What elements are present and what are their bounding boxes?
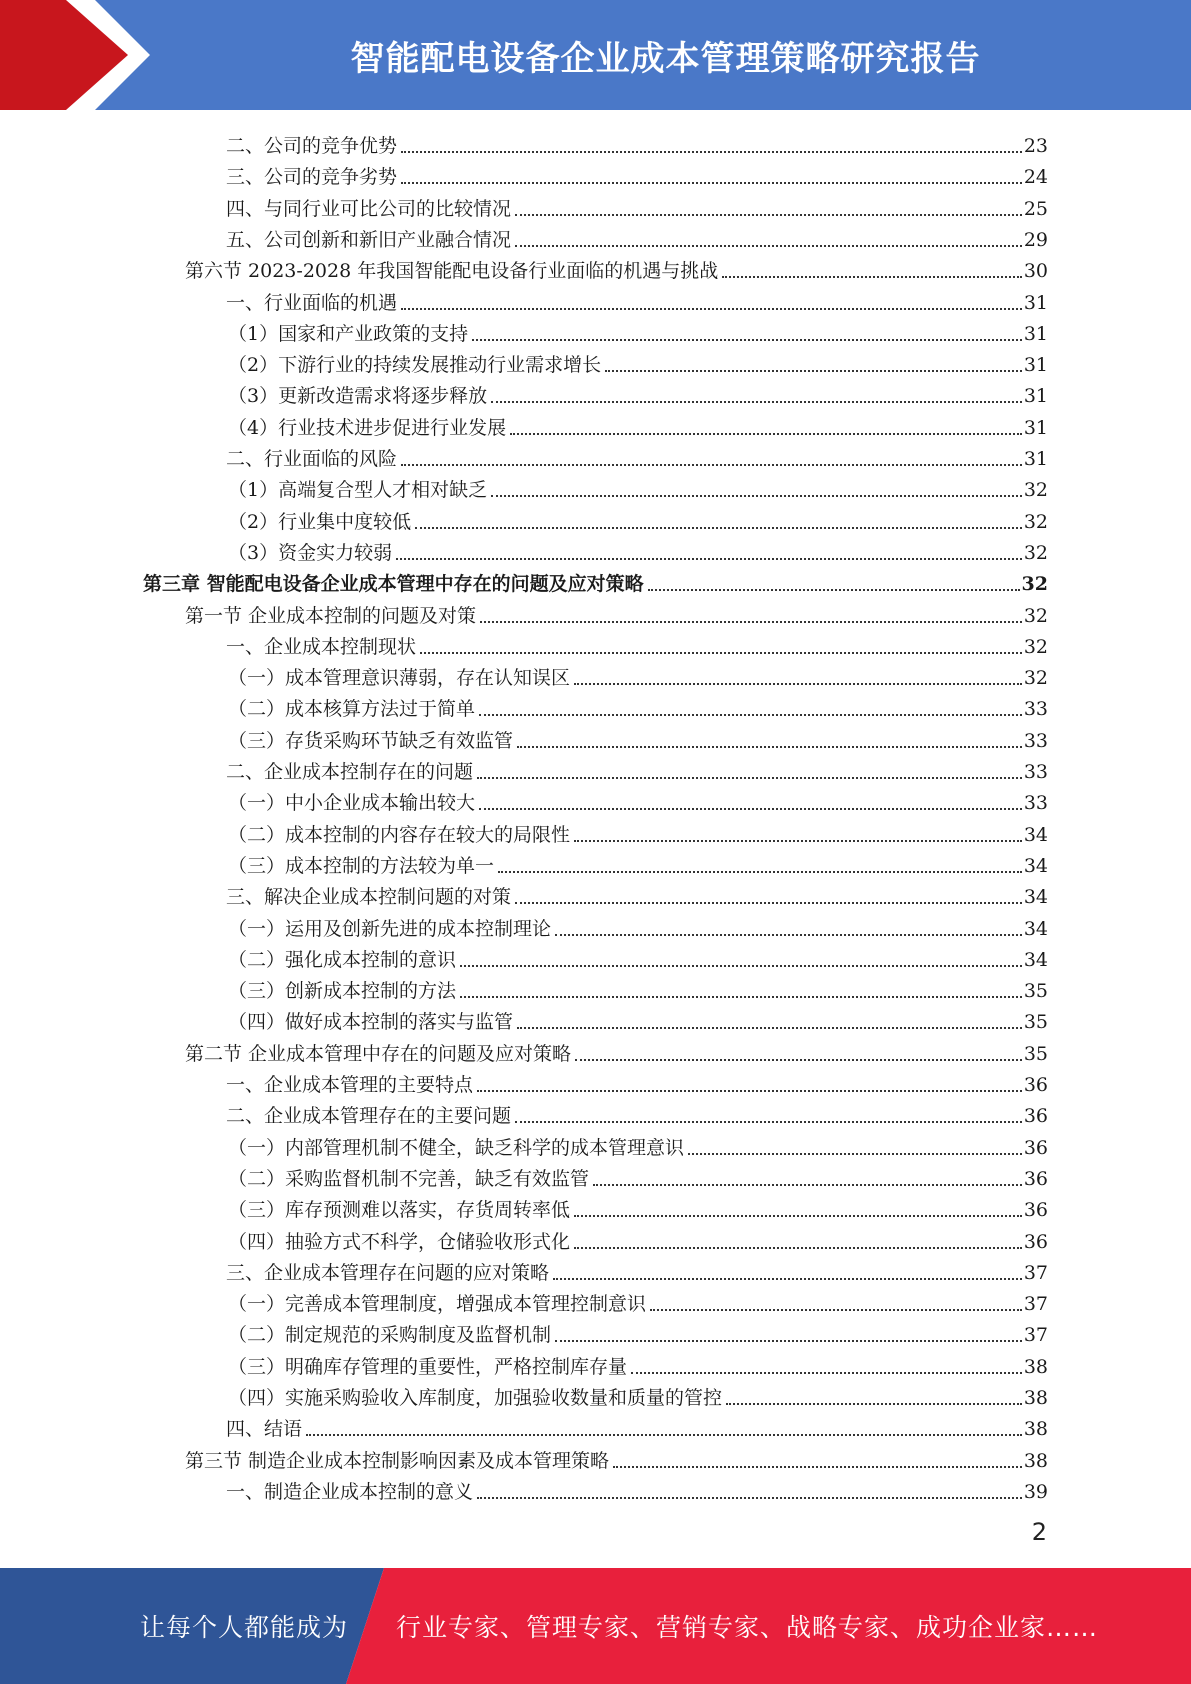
footer-slogan-right: 行业专家、管理专家、营销专家、战略专家、成功企业家…… xyxy=(396,1613,1099,1642)
toc-entry-label: （2）行业集中度较低 xyxy=(228,510,412,533)
toc-entry-page: 38 xyxy=(1023,1449,1048,1472)
toc-entry-label: （3）资金实力较弱 xyxy=(228,541,393,564)
toc-entry-page: 31 xyxy=(1023,354,1048,377)
toc-entry-page: 39 xyxy=(1023,1480,1048,1503)
page-number: 2 xyxy=(1031,1518,1047,1546)
toc-entry[interactable] xyxy=(228,1316,1048,1347)
toc-leader-dots xyxy=(460,995,1022,998)
toc-entry-page: 32 xyxy=(1023,667,1048,690)
toc-entry-page: 30 xyxy=(1023,260,1048,283)
toc-entry-page: 36 xyxy=(1023,1167,1048,1190)
toc-entry-page: 37 xyxy=(1023,1293,1048,1316)
toc-leader-dots xyxy=(491,400,1022,403)
toc-entry-label: 二、企业成本管理存在的主要问题 xyxy=(226,1105,512,1128)
toc-entry[interactable] xyxy=(228,816,1048,847)
toc-entry[interactable] xyxy=(226,1097,1048,1128)
toc-entry-label: 第一节 企业成本控制的问题及对策 xyxy=(185,604,477,627)
toc-entry[interactable] xyxy=(228,722,1048,753)
toc-entry[interactable] xyxy=(226,1066,1048,1097)
toc-entry[interactable] xyxy=(228,690,1048,721)
toc-entry-label: 第二节 企业成本管理中存在的问题及应对策略 xyxy=(185,1042,572,1065)
toc-entry[interactable] xyxy=(228,1129,1048,1160)
toc-leader-dots xyxy=(415,526,1022,529)
toc-entry[interactable] xyxy=(228,409,1048,440)
toc-entry[interactable] xyxy=(226,284,1048,315)
toc-entry[interactable] xyxy=(228,1160,1048,1191)
toc-entry-label: （一）成本管理意识薄弱，存在认知误区 xyxy=(228,667,571,690)
toc-leader-dots xyxy=(491,494,1022,497)
toc-entry-page: 35 xyxy=(1023,1042,1048,1065)
toc-entry-page: 31 xyxy=(1023,322,1048,345)
toc-leader-dots xyxy=(477,1496,1022,1499)
toc-entry-page: 32 xyxy=(1023,479,1048,502)
toc-entry-label: （一）中小企业成本输出较大 xyxy=(228,792,476,815)
toc-entry-page: 36 xyxy=(1023,1199,1048,1222)
toc-entry-label: （1）高端复合型人才相对缺乏 xyxy=(228,479,488,502)
toc-entry-page: 32 xyxy=(1021,573,1048,596)
toc-entry-page: 36 xyxy=(1023,1136,1048,1159)
toc-entry-page: 38 xyxy=(1023,1355,1048,1378)
toc-entry-page: 33 xyxy=(1023,792,1048,815)
toc-leader-dots xyxy=(517,1026,1022,1029)
toc-entry[interactable] xyxy=(228,784,1048,815)
toc-entry[interactable] xyxy=(226,878,1048,909)
toc-entry-label: （一）完善成本管理制度，增强成本管理控制意识 xyxy=(228,1293,647,1316)
toc-entry[interactable] xyxy=(226,1410,1048,1441)
toc-entry[interactable] xyxy=(185,1035,1048,1066)
toc-leader-dots xyxy=(510,432,1022,435)
toc-entry-label: 一、行业面临的机遇 xyxy=(226,291,398,314)
toc-leader-dots xyxy=(477,776,1022,779)
toc-entry-label: （二）采购监督机制不完善，缺乏有效监管 xyxy=(228,1167,590,1190)
toc-entry-page: 32 xyxy=(1023,541,1048,564)
toc-leader-dots xyxy=(553,1277,1022,1280)
toc-entry[interactable] xyxy=(228,534,1048,565)
toc-entry[interactable] xyxy=(226,190,1048,221)
toc-leader-dots xyxy=(605,369,1022,372)
toc-entry[interactable] xyxy=(228,847,1048,878)
toc-entry-label: （二）成本核算方法过于简单 xyxy=(228,698,476,721)
toc-leader-dots xyxy=(460,964,1022,967)
toc-entry[interactable] xyxy=(228,659,1048,690)
toc-entry-label: （三）库存预测难以落实，存货周转率低 xyxy=(228,1199,571,1222)
toc-entry-label: 二、企业成本控制存在的问题 xyxy=(226,761,474,783)
toc-entry-label: （四）实施采购验收入库制度，加强验收数量和质量的管控 xyxy=(228,1387,723,1409)
toc-entry[interactable] xyxy=(228,1191,1048,1222)
toc-entry[interactable] xyxy=(228,910,1048,941)
toc-entry[interactable] xyxy=(228,1285,1048,1316)
toc-entry-page: 31 xyxy=(1023,291,1048,314)
toc-entry-label: （2）下游行业的持续发展推动行业需求增长 xyxy=(228,354,602,377)
footer-slogan-left: 让每个人都能成为 xyxy=(140,1613,349,1642)
toc-entry-label: 二、行业面临的风险 xyxy=(226,448,398,470)
toc-leader-dots xyxy=(479,713,1022,716)
toc-leader-dots xyxy=(515,213,1022,216)
toc-leader-dots xyxy=(515,244,1022,247)
toc-entry[interactable] xyxy=(185,1442,1048,1473)
toc-entry-page: 29 xyxy=(1023,228,1048,251)
toc-leader-dots xyxy=(648,588,1020,591)
toc-leader-dots xyxy=(401,463,1022,466)
toc-leader-dots xyxy=(574,839,1022,842)
toc-entry-page: 24 xyxy=(1023,166,1048,189)
toc-entry-label: （1）国家和产业政策的支持 xyxy=(228,322,469,345)
toc-entry-page: 35 xyxy=(1023,980,1048,1003)
toc-entry-page: 34 xyxy=(1023,948,1048,971)
toc-leader-dots xyxy=(726,1402,1022,1405)
toc-entry-label: 一、制造企业成本控制的意义 xyxy=(226,1480,474,1503)
toc-leader-dots xyxy=(396,557,1022,560)
toc-entry-page: 34 xyxy=(1023,823,1048,846)
toc-entry[interactable] xyxy=(228,1379,1048,1410)
toc-leader-dots xyxy=(515,901,1022,904)
toc-entry-label: （三）存货采购环节缺乏有效监管 xyxy=(228,729,514,752)
toc-entry-page: 31 xyxy=(1023,385,1048,408)
toc-entry[interactable] xyxy=(228,346,1048,377)
toc-entry-label: 三、公司的竞争劣势 xyxy=(226,166,398,189)
toc-leader-dots xyxy=(515,1120,1022,1123)
toc-entry-page: 33 xyxy=(1023,698,1048,721)
toc-entry-page: 34 xyxy=(1023,886,1048,909)
toc-leader-dots xyxy=(401,150,1022,153)
toc-entry-page: 32 xyxy=(1023,510,1048,533)
toc-entry-page: 32 xyxy=(1023,604,1048,627)
toc-entry[interactable] xyxy=(226,1254,1048,1285)
toc-entry-page: 31 xyxy=(1023,416,1048,439)
toc-entry[interactable] xyxy=(226,753,1048,784)
report-title: 智能配电设备企业成本管理策略研究报告 xyxy=(350,38,981,79)
toc-entry[interactable] xyxy=(226,440,1048,471)
toc-entry[interactable] xyxy=(226,127,1048,158)
toc-leader-dots xyxy=(722,275,1022,278)
toc-entry-label: （三）成本控制的方法较为单一 xyxy=(228,854,495,877)
page-header xyxy=(0,0,1191,110)
toc-leader-dots xyxy=(688,1152,1022,1155)
toc-entry-label: （二）强化成本控制的意识 xyxy=(228,948,457,971)
toc-entry-page: 36 xyxy=(1023,1074,1048,1096)
toc-leader-dots xyxy=(574,1214,1022,1217)
toc-entry[interactable] xyxy=(228,315,1048,346)
toc-entry-label: 四、与同行业可比公司的比较情况 xyxy=(226,197,512,220)
toc-entry-page: 37 xyxy=(1023,1261,1048,1284)
toc-leader-dots xyxy=(555,1339,1022,1342)
toc-leader-dots xyxy=(517,745,1022,748)
toc-leader-dots xyxy=(593,1183,1022,1186)
toc-entry-page: 36 xyxy=(1023,1105,1048,1128)
toc-entry[interactable] xyxy=(228,471,1048,502)
toc-entry-label: （3）更新改造需求将逐步释放 xyxy=(228,385,488,408)
toc-entry[interactable] xyxy=(228,1348,1048,1379)
toc-entry[interactable] xyxy=(226,1473,1048,1504)
toc-entry[interactable] xyxy=(226,221,1048,252)
toc-entry-page: 33 xyxy=(1023,761,1048,783)
toc-leader-dots xyxy=(479,807,1022,810)
toc-entry[interactable] xyxy=(226,158,1048,189)
toc-entry[interactable] xyxy=(228,1003,1048,1034)
toc-leader-dots xyxy=(498,870,1022,873)
red-chevron-icon xyxy=(0,0,160,110)
toc-leader-dots xyxy=(477,1089,1022,1092)
toc-leader-dots xyxy=(631,1371,1022,1374)
toc-entry-page: 38 xyxy=(1023,1418,1048,1441)
toc-entry-page: 32 xyxy=(1023,635,1048,658)
toc-leader-dots xyxy=(555,933,1022,936)
toc-entry[interactable] xyxy=(228,377,1048,408)
toc-entry-label: （4）行业技术进步促进行业发展 xyxy=(228,416,507,439)
toc-entry[interactable] xyxy=(185,597,1048,628)
toc-entry-label: 三、企业成本管理存在问题的应对策略 xyxy=(226,1261,550,1284)
toc-entry-page: 23 xyxy=(1023,135,1048,157)
toc-entry-label: 第六节 2023-2028 年我国智能配电设备行业面临的机遇与挑战 xyxy=(185,260,719,283)
toc-entry-page: 33 xyxy=(1023,729,1048,752)
toc-entry-page: 36 xyxy=(1023,1230,1048,1253)
toc-entry[interactable] xyxy=(228,503,1048,534)
toc-entry-label: 一、企业成本管理的主要特点 xyxy=(226,1074,474,1096)
toc-entry-page: 38 xyxy=(1023,1387,1048,1409)
toc-entry[interactable] xyxy=(228,1223,1048,1254)
page-footer xyxy=(0,1568,1191,1684)
toc-entry-label: （四）做好成本控制的落实与监管 xyxy=(228,1011,514,1034)
toc-entry-label: 第三章 智能配电设备企业成本管理中存在的问题及应对策略 xyxy=(143,573,644,596)
toc-leader-dots xyxy=(575,1058,1022,1061)
toc-entry[interactable] xyxy=(143,565,1048,596)
toc-entry-label: 五、公司创新和新旧产业融合情况 xyxy=(226,228,512,251)
toc-entry-label: （二）制定规范的采购制度及监督机制 xyxy=(228,1324,552,1347)
toc-entry-page: 35 xyxy=(1023,1011,1048,1034)
toc-entry-page: 31 xyxy=(1023,448,1048,470)
toc-leader-dots xyxy=(650,1308,1022,1311)
toc-leader-dots xyxy=(613,1465,1022,1468)
toc-entry-label: （一）内部管理机制不健全，缺乏科学的成本管理意识 xyxy=(228,1136,685,1159)
toc-entry-label: （三）创新成本控制的方法 xyxy=(228,980,457,1003)
toc-leader-dots xyxy=(480,620,1022,623)
toc-leader-dots xyxy=(420,651,1022,654)
toc-entry-label: （三）明确库存管理的重要性，严格控制库存量 xyxy=(228,1355,628,1378)
toc-entry-label: 一、企业成本控制现状 xyxy=(226,635,417,658)
toc-entry-page: 34 xyxy=(1023,854,1048,877)
toc-leader-dots xyxy=(401,307,1022,310)
toc-entry-page: 34 xyxy=(1023,917,1048,940)
toc-entry-page: 37 xyxy=(1023,1324,1048,1347)
toc-entry-label: 三、解决企业成本控制问题的对策 xyxy=(226,886,512,909)
toc-entry[interactable] xyxy=(228,972,1048,1003)
toc-entry-label: （一）运用及创新先进的成本控制理论 xyxy=(228,917,552,940)
toc-entry-label: 二、公司的竞争优势 xyxy=(226,135,398,157)
toc-leader-dots xyxy=(574,682,1022,685)
toc-entry[interactable] xyxy=(228,941,1048,972)
toc-leader-dots xyxy=(306,1433,1022,1436)
toc-leader-dots xyxy=(574,1246,1022,1249)
toc-entry-label: （二）成本控制的内容存在较大的局限性 xyxy=(228,823,571,846)
toc-entry-label: （四）抽验方式不科学，仓储验收形式化 xyxy=(228,1230,571,1253)
toc-entry[interactable] xyxy=(185,252,1048,283)
toc-entry-label: 第三节 制造企业成本控制影响因素及成本管理策略 xyxy=(185,1449,610,1472)
toc-entry-label: 四、结语 xyxy=(226,1418,303,1441)
toc-entry-page: 25 xyxy=(1023,197,1048,220)
toc-leader-dots xyxy=(472,338,1022,341)
toc-leader-dots xyxy=(401,181,1022,184)
toc-entry[interactable] xyxy=(226,628,1048,659)
